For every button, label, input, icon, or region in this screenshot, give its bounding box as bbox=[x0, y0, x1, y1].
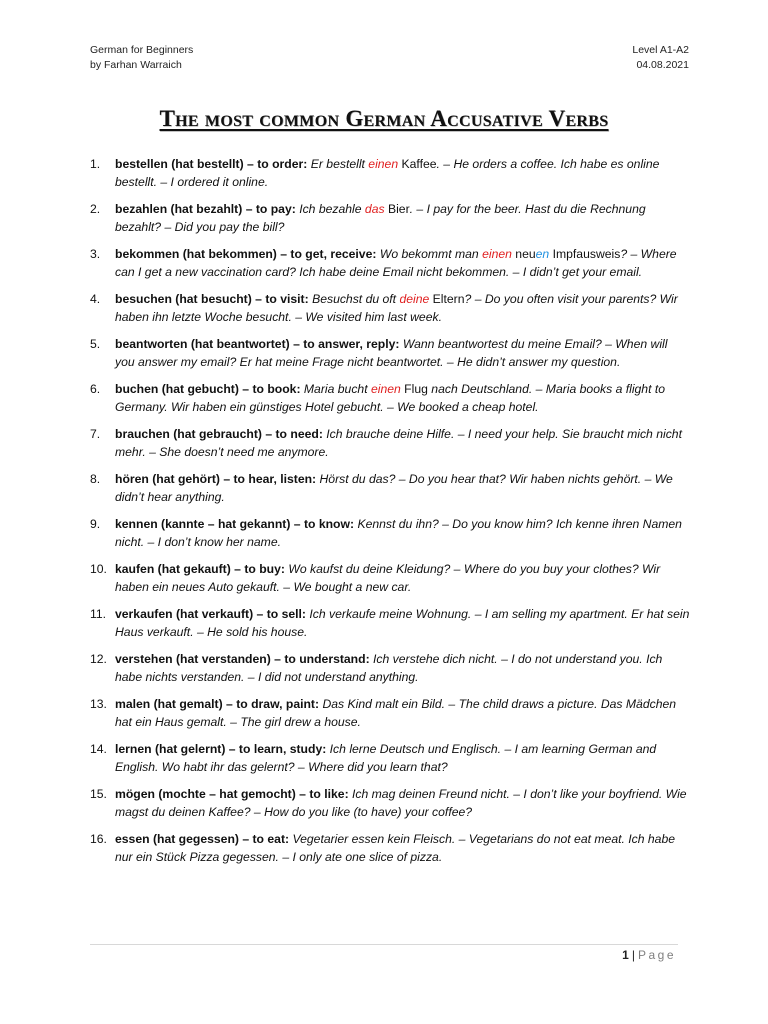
page-label: Page bbox=[637, 948, 676, 962]
example-text: Ich bezahle bbox=[299, 202, 365, 216]
list-item-text bbox=[115, 607, 689, 639]
list-item-number: 12. bbox=[90, 652, 107, 666]
example-text: ? – Do you often visit your parents? Wir haben ihn letzte Woche besucht. – We visited him last week. bbox=[115, 292, 678, 324]
list-item bbox=[90, 785, 690, 821]
verb-definition: beantworten (hat beantwortet) – to answer, reply: bbox=[115, 337, 403, 351]
list-item-text bbox=[115, 337, 667, 369]
list-item-text bbox=[115, 517, 682, 549]
list-item-text bbox=[115, 697, 676, 729]
example-text: Ich verstehe dich nicht. – I do not understand you. Ich habe nichts verstanden. – I did not understand anything. bbox=[115, 652, 663, 684]
page-number: 1 bbox=[622, 948, 629, 962]
list-item-number: 10. bbox=[90, 562, 107, 576]
list-item bbox=[90, 695, 690, 731]
verb-definition: kennen (kannte – hat gekannt) – to know: bbox=[115, 517, 358, 531]
verb-definition: verkaufen (hat verkauft) – to sell: bbox=[115, 607, 310, 621]
list-item bbox=[90, 470, 690, 506]
verb-definition: essen (hat gegessen) – to eat: bbox=[115, 832, 293, 846]
example-text: Ich verkaufe meine Wohnung. – I am selling my apartment. Er hat sein Haus verkauft. – He sold his house. bbox=[115, 607, 690, 639]
author-name: by Farhan Warraich bbox=[90, 59, 182, 71]
verb-list bbox=[90, 155, 690, 875]
verb-definition: bestellen (hat bestellt) – to order: bbox=[115, 157, 311, 171]
list-item bbox=[90, 155, 690, 191]
list-item-number: 13. bbox=[90, 697, 107, 711]
list-item bbox=[90, 740, 690, 776]
example-text: Vegetarier essen kein Fleisch. – Vegetarians do not eat meat. Ich habe nur ein Stück Pizza gegessen. – I only ate one slice of pizza. bbox=[115, 832, 676, 864]
list-item bbox=[90, 605, 690, 641]
example-text: Eltern bbox=[429, 292, 465, 306]
example-text: Ich brauche deine Hilfe. – I need your help. Sie braucht mich nicht mehr. – She doesn’t need me anymore. bbox=[115, 427, 682, 459]
list-item-number: 1. bbox=[90, 157, 101, 171]
list-item-text bbox=[115, 382, 665, 414]
verb-definition: besuchen (hat besucht) – to visit: bbox=[115, 292, 313, 306]
list-item-number: 7. bbox=[90, 427, 101, 441]
highlighted-word: deine bbox=[399, 292, 430, 306]
list-item bbox=[90, 830, 690, 866]
verb-definition: verstehen (hat verstanden) – to understand: bbox=[115, 652, 374, 666]
list-item-number: 2. bbox=[90, 202, 101, 216]
list-item-number: 9. bbox=[90, 517, 101, 531]
list-item-number: 5. bbox=[90, 337, 101, 351]
example-text: Wo bekommt man bbox=[379, 247, 483, 261]
list-item bbox=[90, 650, 690, 686]
list-item-number: 3. bbox=[90, 247, 101, 261]
header-left bbox=[90, 43, 193, 73]
example-text: . – He orders a coffee. Ich habe es online bestellt. – I ordered it online. bbox=[115, 157, 660, 189]
list-item-text bbox=[115, 427, 682, 459]
page-separator: | bbox=[631, 948, 635, 962]
verb-definition: bekommen (hat bekommen) – to get, receive: bbox=[115, 247, 380, 261]
verb-definition: lernen (hat gelernt) – to learn, study: bbox=[115, 742, 330, 756]
example-text: Kaffee bbox=[398, 157, 437, 171]
verb-definition: brauchen (hat gebraucht) – to need: bbox=[115, 427, 327, 441]
list-item-text bbox=[115, 157, 659, 189]
list-item-text bbox=[115, 472, 673, 504]
example-text: Kennst du ihn? – Do you know him? Ich kenne ihren Namen nicht. – I don’t know her name. bbox=[115, 517, 682, 549]
highlighted-word: einen bbox=[368, 157, 399, 171]
list-item-text bbox=[115, 832, 675, 864]
list-item bbox=[90, 200, 690, 236]
level-label: Level A1-A2 bbox=[632, 44, 689, 56]
list-item bbox=[90, 425, 690, 461]
list-item bbox=[90, 290, 690, 326]
highlighted-word: das bbox=[364, 202, 385, 216]
list-item bbox=[90, 335, 690, 371]
example-text: ? – Where can I get a new vaccination card? Ich habe deine Email nicht bekommen. – I didn’t get your email. bbox=[115, 247, 677, 279]
page-title: The most common German Accusative Verbs bbox=[159, 106, 609, 131]
example-text: neu bbox=[511, 247, 536, 261]
verb-definition: hören (hat gehört) – to hear, listen: bbox=[115, 472, 320, 486]
list-item bbox=[90, 560, 690, 596]
example-text: Maria bucht bbox=[303, 382, 371, 396]
example-text: Wann beantwortest du meine Email? – When will you answer my email? Er hat meine Frage nicht beantwortet. – He didn’t answer my question. bbox=[115, 337, 668, 369]
verb-definition: mögen (mochte – hat gemocht) – to like: bbox=[115, 787, 353, 801]
document-date: 04.08.2021 bbox=[636, 59, 689, 71]
footer-divider bbox=[90, 944, 678, 945]
list-item-text bbox=[115, 562, 660, 594]
list-item-number: 15. bbox=[90, 787, 107, 801]
example-text: Wo kaufst du deine Kleidung? – Where do you buy your clothes? Wir haben ein neues Auto gekauft. – We bought a new car. bbox=[115, 562, 661, 594]
list-item-text bbox=[115, 652, 662, 684]
example-text: Flug bbox=[400, 382, 428, 396]
example-text: Das Kind malt ein Bild. – The child draws a picture. Das Mädchen hat ein Haus gemalt. – The girl drew a house. bbox=[115, 697, 677, 729]
list-item-text bbox=[115, 247, 677, 279]
example-text: Er bestellt bbox=[310, 157, 369, 171]
example-text: Bier bbox=[384, 202, 410, 216]
example-text: Ich lerne Deutsch und Englisch. – I am learning German and English. Wo habt ihr das gelernt? – Where did you learn that? bbox=[115, 742, 657, 774]
list-item-text bbox=[115, 292, 678, 324]
example-text: . – I pay for the beer. Hast du die Rechnung bezahlt? – Did you pay the bill? bbox=[115, 202, 646, 234]
list-item-text bbox=[115, 742, 656, 774]
header-right bbox=[632, 43, 689, 73]
list-item-number: 4. bbox=[90, 292, 101, 306]
page-footer bbox=[622, 948, 676, 962]
list-item bbox=[90, 515, 690, 551]
highlighted-word: einen bbox=[370, 382, 401, 396]
example-text: Impfausweis bbox=[549, 247, 621, 261]
example-text: Ich mag deinen Freund nicht. – I don’t like your boyfriend. Wie magst du deinen Kaffee? – How do you like (to have) your coffee? bbox=[115, 787, 687, 819]
example-text: Hörst du das? – Do you hear that? Wir haben nichts gehört. – We didn’t hear anything. bbox=[115, 472, 673, 504]
verb-definition: bezahlen (hat bezahlt) – to pay: bbox=[115, 202, 300, 216]
highlighted-word: einen bbox=[482, 247, 512, 261]
example-text: nach Deutschland. – Maria books a flight to Germany. Wir haben ein günstiges Hotel gebucht. – We booked a cheap hotel. bbox=[115, 382, 666, 414]
verb-definition: buchen (hat gebucht) – to book: bbox=[115, 382, 304, 396]
list-item-number: 6. bbox=[90, 382, 101, 396]
list-item-number: 11. bbox=[90, 607, 107, 621]
verb-definition: malen (hat gemalt) – to draw, paint: bbox=[115, 697, 323, 711]
list-item-number: 14. bbox=[90, 742, 107, 756]
list-item-number: 8. bbox=[90, 472, 101, 486]
list-item bbox=[90, 380, 690, 416]
verb-definition: kaufen (hat gekauft) – to buy: bbox=[115, 562, 289, 576]
list-item-text bbox=[115, 787, 687, 819]
list-item-text bbox=[115, 202, 646, 234]
list-item bbox=[90, 245, 690, 281]
list-item-number: 16. bbox=[90, 832, 107, 846]
course-name: German for Beginners bbox=[90, 44, 194, 56]
highlighted-word: en bbox=[535, 247, 550, 261]
example-text: Besuchst du oft bbox=[312, 292, 400, 306]
